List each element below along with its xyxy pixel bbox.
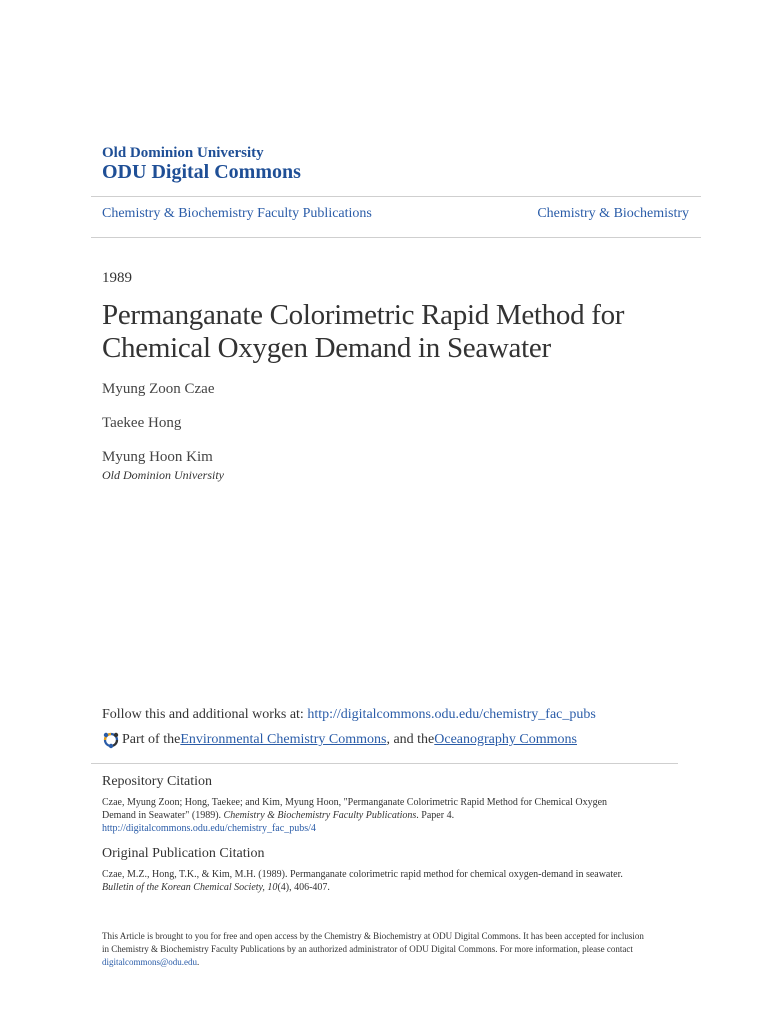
citation-line bbox=[102, 809, 672, 822]
divider bbox=[91, 237, 701, 238]
original-citation-heading: Original Publication Citation bbox=[102, 846, 265, 861]
citation-url-link[interactable]: http://digitalcommons.odu.edu/chemistry_fac_pubs/4 bbox=[102, 823, 316, 834]
divider bbox=[91, 196, 701, 197]
department-link[interactable]: Chemistry & Biochemistry bbox=[537, 206, 689, 221]
and-the-label: , and the bbox=[386, 732, 435, 747]
citation-text: . Paper 4. bbox=[416, 810, 455, 821]
citation-line: Czae, M.Z., Hong, T.K., & Kim, M.H. (1989). Permanganate colorimetric rapid method for chemical oxygen-demand in seawater. bbox=[102, 869, 623, 880]
contact-email-link[interactable]: digitalcommons@odu.edu bbox=[102, 957, 198, 967]
repository-citation-text bbox=[102, 796, 672, 835]
original-citation-text bbox=[102, 868, 672, 894]
site-name-link[interactable]: ODU Digital Commons bbox=[102, 161, 301, 183]
notice-text: . bbox=[197, 957, 200, 967]
title-line: Permanganate Colorimetric Rapid Method for bbox=[102, 299, 625, 331]
notice-line: This Article is brought to you for free and open access by the Chemistry & Biochemistry at ODU Digital Commons. It has been accepted for inclusion bbox=[102, 931, 644, 941]
notice-line bbox=[102, 956, 672, 969]
environmental-chemistry-commons-link[interactable]: Environmental Chemistry Commons bbox=[180, 732, 387, 747]
part-of-line bbox=[102, 731, 577, 749]
journal-name: Bulletin of the Korean Chemical Society, 10 bbox=[102, 882, 278, 893]
follow-label: Follow this and additional works at: bbox=[102, 707, 308, 722]
title-line: Chemical Oxygen Demand in Seawater bbox=[102, 332, 551, 364]
author-name: Taekee Hong bbox=[102, 415, 182, 431]
citation-series: Chemistry & Biochemistry Faculty Publications bbox=[223, 810, 417, 821]
author-name: Myung Zoon Czae bbox=[102, 381, 215, 397]
divider bbox=[91, 763, 678, 764]
collection-link[interactable]: Chemistry & Biochemistry Faculty Publications bbox=[102, 206, 372, 221]
author-affiliation: Old Dominion University bbox=[102, 468, 224, 482]
follow-line bbox=[102, 707, 596, 723]
follow-url-link[interactable]: http://digitalcommons.odu.edu/chemistry_fac_pubs bbox=[307, 707, 596, 722]
citation-text: (4), 406-407. bbox=[277, 882, 330, 893]
article-title bbox=[102, 299, 702, 365]
author-name: Myung Hoon Kim bbox=[102, 449, 213, 465]
oceanography-commons-link[interactable]: Oceanography Commons bbox=[434, 732, 577, 747]
citation-line: Czae, Myung Zoon; Hong, Taekee; and Kim, Myung Hoon, "Permanganate Colorimetric Rapid Method for Chemical Oxygen bbox=[102, 797, 608, 808]
institution-name: Old Dominion University bbox=[102, 145, 264, 161]
access-notice bbox=[102, 930, 672, 969]
citation-text: Demand in Seawater" (1989). bbox=[102, 810, 224, 821]
part-of-label: Part of the bbox=[122, 732, 181, 747]
notice-line: in Chemistry & Biochemistry Faculty Publications by an authorized administrator of ODU Digital Commons. For more information, please contact bbox=[102, 944, 633, 954]
repository-citation-heading: Repository Citation bbox=[102, 774, 213, 789]
publication-year: 1989 bbox=[102, 270, 132, 286]
network-icon bbox=[102, 731, 120, 749]
citation-line bbox=[102, 881, 672, 894]
